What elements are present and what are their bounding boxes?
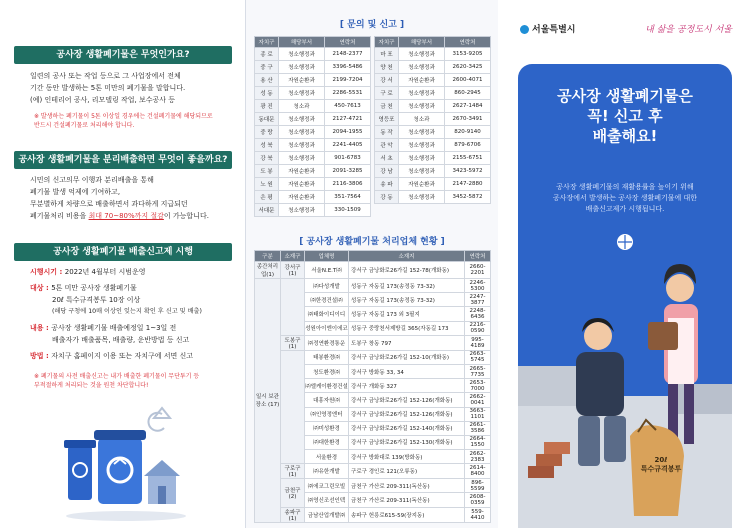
cover-panel [498,0,750,528]
table-row [255,262,491,279]
table-cell: 강서구 금낭화로26가길 152-126(개화동) [349,393,465,407]
table-row [255,152,371,165]
table-row [375,191,491,204]
contact-table-title: [ 문의 및 신고 ] [339,20,405,30]
table-cell: 강서구 금낭화로26가길 152-130(개화동) [349,435,465,449]
table-cell: 3663-1101 [465,407,491,421]
label: 시행시기 : [30,268,65,276]
table-cell: 2653-7000 [465,379,491,393]
table-cell: 강서구 금낭화로26가길 152-140(개화동) [349,421,465,435]
table-cell: 강 서 [375,74,399,87]
policy-line [30,322,230,334]
table-cell: 청소행정과 [399,126,445,139]
table-cell: 청소행정과 [279,113,325,126]
table-cell: 도 봉 [255,165,279,178]
table-row [255,191,371,204]
table-cell: 청소행정과 [399,139,445,152]
subtitle-line: 배출신고제가 시행됩니다. [585,205,665,213]
table-cell: ㈜정연환경통운 [305,335,349,350]
table-cell: 용 산 [255,74,279,87]
table-cell: 성 북 [255,139,279,152]
table-cell: 종간처리업(1) [255,262,281,279]
hero-title-line: 공사장 생활폐기물은 [557,87,693,105]
body-line: 기간 동안 발생하는 5톤 미만의 폐기물을 말합니다. [30,84,186,92]
table-cell: ㈜에코그린모빌 [305,479,349,493]
table-cell: 송 파 [375,178,399,191]
col-header: 자치구 [255,37,279,48]
subtitle-line: 공사장에서 발생하는 공사장 생활폐기물에 대한 [552,194,698,202]
table-cell: 강 북 [255,152,279,165]
table-cell: 서울N.E.T㈜ [305,262,349,279]
table-cell: 동대문 [255,113,279,126]
table-cell: 2148-2377 [325,48,371,61]
table-cell: ㈜영신조선인텍 [305,493,349,507]
col-header: 업체명 [305,251,349,262]
table-cell: 3423-5972 [445,165,491,178]
table-cell: 동 작 [375,126,399,139]
table-cell: 청도환경㈜ [305,364,349,378]
table-cell: 2663-5745 [465,350,491,364]
body-line: 시민의 신고의무 이행과 분리배출을 통해 [30,176,154,184]
table-cell: 노 원 [255,178,279,191]
table-row [375,126,491,139]
table-cell: 성 동 [255,87,279,100]
table-cell: 2155-6751 [445,152,491,165]
seoul-logo-icon [520,25,529,34]
recycling-bin-illustration [58,398,188,522]
table-cell: 2147-2880 [445,178,491,191]
table-cell: 청소행정과 [399,191,445,204]
policy-line: (해당 구청에 10매 이상인 잊는지 확인 후 신고 및 배출) [52,308,202,315]
table-cell: 330-1509 [325,204,371,217]
left-panel [0,0,246,528]
table-row [375,74,491,87]
hero-title [518,86,732,146]
table-cell: 2660-2201 [465,262,491,279]
policy-line: 20ℓ 특수규격봉투 10장 이상 [52,296,141,304]
table-cell: 청소행정과 [279,139,325,152]
table-cell: 901-6783 [325,152,371,165]
table-cell: 청소행정과 [279,204,325,217]
table-cell: 도봉구 창동 797 [349,335,465,350]
table-cell: 강 남 [375,165,399,178]
table-cell: 879-6706 [445,139,491,152]
table-cell: 구로구 경인로 121(오류동) [349,464,465,479]
table-cell: 양 천 [375,61,399,74]
table-cell: 구 로 [375,87,399,100]
table-cell: 2614-8400 [465,464,491,479]
table-row [255,165,371,178]
table-cell: 금천구 가산로 209-311(독산동) [349,493,465,507]
table-cell: 2620-3425 [445,61,491,74]
table-row [255,48,371,61]
table-cell: 450-7613 [325,100,371,113]
section-policy-body [30,266,230,362]
table-cell: 청소행정과 [399,61,445,74]
table-cell: 2664-1550 [465,435,491,449]
text-part: 이 가능합니다. [163,212,209,220]
bag-size: 20ℓ [654,456,668,464]
table-row [375,113,491,126]
seoul-logo-text: 서울특별시 [532,25,576,35]
table-cell: 자원순환과 [399,178,445,191]
table-cell: 도봉구(1) [281,335,305,350]
seoul-logo [520,22,575,35]
value: 자치구 홈페이지 이용 또는 자치구에 서면 신고 [51,352,194,360]
table-cell: 자원순환과 [399,74,445,87]
table-row [375,48,491,61]
table-cell: 3452-5872 [445,191,491,204]
slogan-logo: 내 삶을 공정도시 서울 [645,25,732,35]
section-benefit-title: 공사장 생활폐기물을 분리배출하면 무엇이 좋을까요? [14,151,232,169]
table-row [255,507,491,522]
table-cell: ㈜유한개발 [305,464,349,479]
table-row [255,335,491,350]
table-cell: 자원순환과 [279,191,325,204]
table-cell [281,279,305,336]
table-row [255,87,371,100]
table-row [375,178,491,191]
table-cell: 대흥자원㈜ [305,393,349,407]
table-cell: 2662-2383 [465,450,491,464]
label: 내용 : [30,324,52,332]
contact-table-left [254,36,371,217]
table-cell: 송파구 헌릉로615-59(장지동) [349,507,465,522]
table-row [255,126,371,139]
table-cell: 2216-0590 [465,321,491,335]
label: 방법 : [30,352,52,360]
table-cell: 자원순환과 [279,74,325,87]
table-cell: 2127-4721 [325,113,371,126]
value: 공사장 생활폐기물 배출예정일 1~3일 전 [51,324,177,332]
table-cell: 강서구 금낭화로26가길 152-10(개화동) [349,350,465,364]
body-line: 무분별하게 차량으로 배출하면서 과다하게 지급되던 [30,200,188,208]
table-row [255,139,371,152]
table-cell: 2247-3877 [465,293,491,307]
table-cell: 2662-0041 [465,393,491,407]
table-cell: 청소행정과 [279,152,325,165]
table-cell: 2600-4071 [445,74,491,87]
table-row [255,279,491,293]
table-cell: 청소행정과 [399,48,445,61]
table-cell: 3396-5486 [325,61,371,74]
text-part: 폐기물처리 비용을 [30,212,89,220]
table-cell: 강 동 [375,191,399,204]
table-cell: 성원아이엔이에코 [305,321,349,335]
table-cell: 금 천 [375,100,399,113]
table-cell: ㈜한경건설㈜ [305,293,349,307]
table-cell: ㈜미성환경 [305,421,349,435]
table-row [375,87,491,100]
hero-title-line: 꼭! 신고 후 [587,107,663,125]
table-cell: ㈜다성개발 [305,279,349,293]
table-cell: ㈜태화이디이디 [305,307,349,321]
table-cell: 2246-5300 [465,279,491,293]
table-cell: 청소행정과 [399,152,445,165]
table-cell: 2670-3491 [445,113,491,126]
table-row [375,61,491,74]
table-cell: 관 악 [375,139,399,152]
table-cell: 서대문 [255,204,279,217]
subtitle-line: 공사장 생활폐기물의 재활용률을 높이기 위해 [556,183,694,191]
contact-table-right [374,36,491,204]
table-cell: 금천구 가산로 209-311(독산동) [349,479,465,493]
section-what-is-body [30,70,230,106]
table-cell: 559-4410 [465,507,491,522]
table-cell: 2094-1955 [325,126,371,139]
hero-title-line: 배출해요! [592,127,658,145]
table-cell: 청소행정과 [279,61,325,74]
table-cell: 청소행정과 [399,87,445,100]
label: 대상 : [30,284,52,292]
table-row [375,100,491,113]
note-line: 부적절하게 처리되는 것을 원천 차단합니다! [34,382,149,389]
table-cell: 2627-1484 [445,100,491,113]
col-header: 해당부서 [399,37,445,48]
col-header: 자치구 [375,37,399,48]
policy-line: 배출자가 배출품목, 배출량, 운반방법 등 신고 [52,336,190,344]
table-cell: 청소행정과 [399,165,445,178]
table-cell: 995-4189 [465,335,491,350]
table-cell: 영등포 [375,113,399,126]
note-line: 반드시 건설폐기물로 처리해야 합니다. [34,122,135,129]
table-cell: 청소과 [399,113,445,126]
table-cell: ㈜대한환경 [305,435,349,449]
workers-illustration [518,226,732,528]
section-policy-note [34,372,234,390]
table-cell: 강서구 방화동 33, 34 [349,364,465,378]
table-cell: 2248-6436 [465,307,491,321]
section-what-is-title: 공사장 생활폐기물은 무엇인가요? [14,46,232,64]
table-cell: 성동구 자동길 173(송정동 73-32) [349,293,465,307]
table-cell: 351-7564 [325,191,371,204]
table-row [255,113,371,126]
value: 2022년 4월부터 시범운영 [64,268,146,276]
policy-line [30,282,230,294]
highlight-saving: 최대 70~80%까지 절감 [88,212,164,220]
col-header: 해당부서 [279,37,325,48]
table-cell: 성동구 중랑천서제방길 365(자동길 173 [349,321,465,335]
bag-label [636,456,686,474]
table-cell: 강서구 개화동 327 [349,379,465,393]
table-cell: 강서구 금낭화로26가길 152-126(개화동) [349,407,465,421]
table-cell: 금천구(2) [281,479,305,507]
table-cell: 금남산업개발㈜ [305,507,349,522]
table-cell: 청소행정과 [279,87,325,100]
group-label-cell: 일시 보관 장소 (17) [255,279,281,523]
table-cell [281,350,305,464]
table-cell: 광 진 [255,100,279,113]
bag-type: 특수규격봉투 [640,465,682,473]
facility-table [254,250,491,523]
table-cell: 청소과 [279,100,325,113]
table-cell: 청소행정과 [279,126,325,139]
table-cell: 2091-3285 [325,165,371,178]
table-cell: 구로구(1) [281,464,305,479]
table-cell: 자원순환과 [279,178,325,191]
table-row [255,178,371,191]
col-header: 연락처 [465,251,491,262]
body-line: (예) 인테리어 공사, 리모델링 작업, 보수공사 등 [30,96,175,104]
table-cell: 중 구 [255,61,279,74]
table-cell: 2665-7735 [465,364,491,378]
table-cell: 태봉환경㈜ [305,350,349,364]
middle-panel [246,0,498,528]
section-benefit-body [30,174,230,222]
table-cell: 서울환경 [305,450,349,464]
table-cell: 종 로 [255,48,279,61]
table-row [255,100,371,113]
table-cell: 강서구 방화대로 139(방화동) [349,450,465,464]
col-header: 연락처 [445,37,491,48]
table-row [255,74,371,87]
table-cell: 청소행정과 [399,100,445,113]
section-what-is-note [34,112,234,130]
table-cell: 송파구(1) [281,507,305,522]
table-row [255,204,371,217]
facility-table-title: [ 공사장 생활폐기물 처리업체 현황 ] [299,237,445,247]
table-cell: 820-9140 [445,126,491,139]
table-cell: 860-2945 [445,87,491,100]
table-cell: 2661-3586 [465,421,491,435]
table-cell: 성동구 자동길 173 외 3필지 [349,307,465,321]
table-row [375,165,491,178]
table-cell: 896-5599 [465,479,491,493]
value: 5톤 미만 공사장 생활폐기물 [51,284,137,292]
note-line: ※ 발생하는 폐기물이 5톤 이상일 경우에는 건설폐기물에 해당되므로 [34,113,213,120]
table-cell: 2241-4405 [325,139,371,152]
body-line: 일련의 공사 또는 작업 등으로 그 사업장에서 전체 [30,72,181,80]
table-row [375,139,491,152]
table-cell: 강서구 금낭화로26가길 152-78(개화동) [349,262,465,279]
table-cell: 서 초 [375,152,399,165]
body-line [30,210,230,222]
table-row [255,61,371,74]
table-cell: 2116-3806 [325,178,371,191]
body-line: 폐기물 발생 억제에 기여하고, [30,188,121,196]
table-cell: 청소행정과 [279,48,325,61]
table-row [255,464,491,479]
table-row [255,479,491,493]
col-header: 소재지 [349,251,465,262]
table-cell: 마 포 [375,48,399,61]
table-cell: 성동구 자동길 173(송정동 73-32) [349,279,465,293]
table-cell: 자원순환과 [279,165,325,178]
policy-line [30,266,230,278]
policy-line [30,350,230,362]
table-cell: ㈜인영정엔터 [305,407,349,421]
table-row [255,350,491,364]
col-header: 구분 [255,251,281,262]
table-row [375,152,491,165]
table-cell: 2608-0359 [465,493,491,507]
col-header: 연락처 [325,37,371,48]
table-cell: 은 평 [255,191,279,204]
table-cell: 중 랑 [255,126,279,139]
table-cell: 강서구(1) [281,262,305,279]
table-cell: ㈜엘케이환경건설 [305,379,349,393]
hero-subtitle [530,182,720,215]
col-header: 소재구 [281,251,305,262]
table-cell: 2199-7204 [325,74,371,87]
section-policy-title: 공사장 생활폐기물 배출신고제 시행 [14,243,232,261]
table-cell: 2286-5531 [325,87,371,100]
table-cell: 3153-9205 [445,48,491,61]
note-line: ※ 폐기물의 사전 배출신고는 내가 배출한 폐기물이 무단투기 등 [34,373,200,380]
